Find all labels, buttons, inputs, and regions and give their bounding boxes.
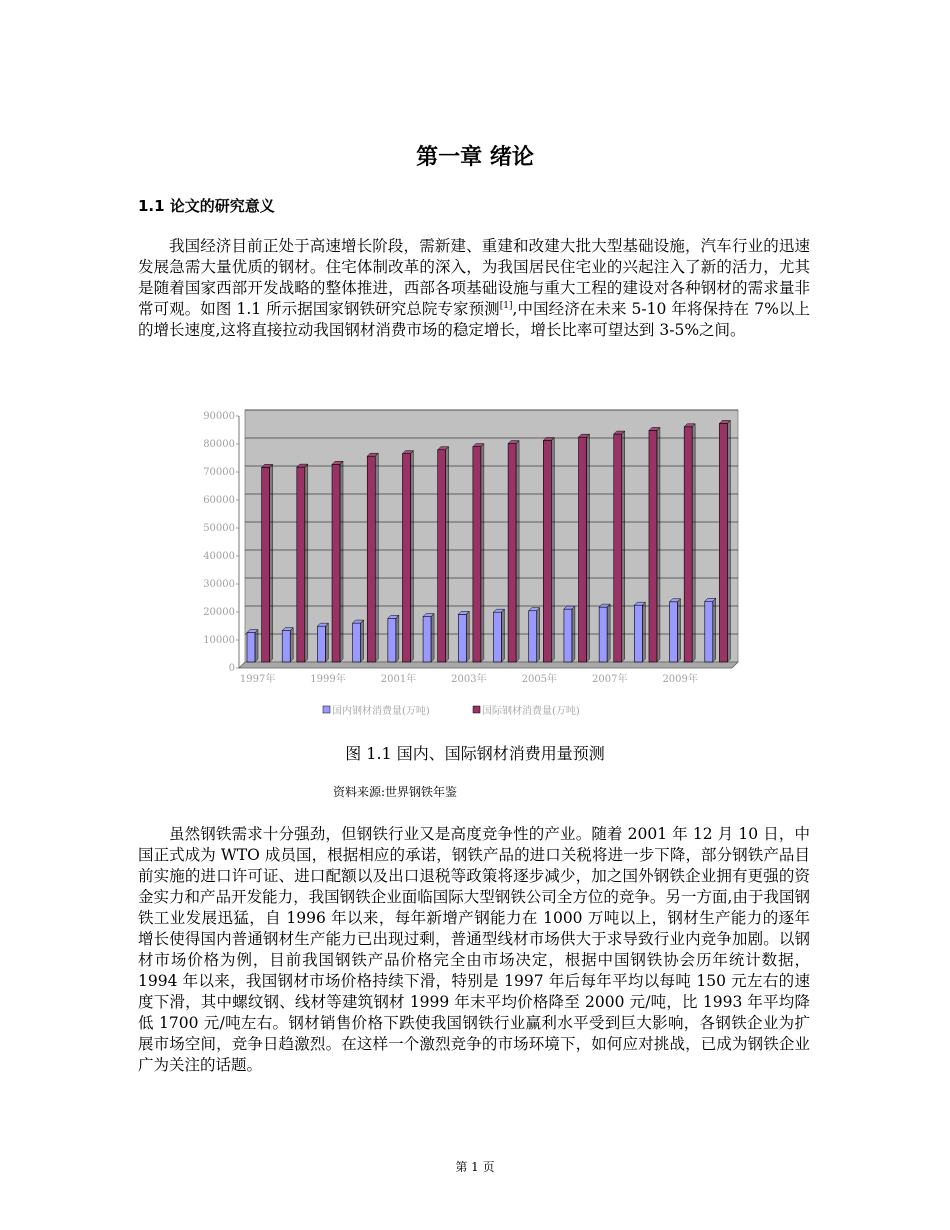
bar-domestic-side: [502, 609, 505, 662]
bar-domestic: [634, 605, 642, 662]
figure-source: 资料来源:世界钢铁年鉴: [333, 785, 458, 799]
plot-floor: [239, 662, 738, 668]
bar-domestic: [388, 618, 396, 662]
bar-domestic: [353, 623, 361, 662]
bar-international-side: [727, 420, 730, 662]
bar-international-side: [481, 444, 484, 662]
bar-international-side: [551, 438, 554, 662]
bar-international-side: [446, 447, 449, 662]
bar-international: [543, 441, 551, 662]
bar-domestic-side: [607, 604, 610, 662]
bar-international-side: [692, 424, 695, 662]
bar-international: [579, 437, 587, 662]
y-tick-label: 30000: [203, 579, 235, 590]
bar-international-side: [305, 464, 308, 662]
bar-international: [649, 430, 657, 662]
bar-international-side: [516, 441, 519, 662]
bar-domestic: [494, 612, 502, 662]
x-tick-label: 2003年: [451, 674, 487, 685]
bar-international: [332, 464, 340, 662]
section-title: 1.1 论文的研究意义: [138, 197, 275, 215]
bar-international-side: [587, 434, 590, 662]
y-tick-label: 80000: [203, 439, 235, 450]
bar-domestic-side: [713, 598, 716, 662]
chapter-title: 第一章 绪论: [416, 145, 534, 170]
bar-domestic-side: [290, 628, 293, 662]
bar-domestic-side: [466, 611, 469, 662]
legend-label: 国际钢材消费量(万吨): [482, 706, 580, 717]
bar-domestic-side: [678, 599, 681, 662]
y-tick-label: 90000: [203, 411, 235, 422]
bar-domestic-side: [361, 620, 364, 662]
bar-domestic-side: [396, 615, 399, 662]
bar-domestic: [282, 631, 290, 662]
bar-domestic-side: [431, 614, 434, 662]
y-tick-label: 70000: [203, 467, 235, 478]
citation-ref[interactable]: [1]: [499, 300, 513, 311]
bar-international: [473, 447, 481, 662]
y-tick-label: 0: [228, 663, 235, 674]
bar-international-side: [622, 431, 625, 662]
bar-domestic: [529, 611, 537, 662]
bar-international: [684, 427, 692, 662]
x-tick-label: 2001年: [380, 674, 417, 685]
y-tick-label: 40000: [203, 551, 235, 562]
y-tick-label: 50000: [203, 523, 235, 534]
bar-international: [614, 434, 622, 662]
bar-international: [719, 423, 727, 662]
bar-domestic: [705, 601, 713, 662]
x-tick-label: 2007年: [592, 674, 628, 685]
bar-international: [438, 450, 446, 662]
y-tick-label: 20000: [203, 607, 235, 618]
bar-international-side: [375, 453, 378, 662]
bar-domestic-side: [325, 623, 328, 662]
legend-swatch: [323, 706, 330, 713]
bar-international: [367, 456, 375, 662]
x-tick-label: 2009年: [662, 674, 698, 685]
bar-international-side: [410, 451, 413, 662]
bar-domestic: [247, 633, 255, 662]
bar-domestic-side: [572, 606, 575, 662]
bar-international: [297, 467, 305, 662]
plot-back-wall: [245, 410, 738, 662]
bar-domestic: [317, 626, 325, 662]
para1-text-continued: ,中国经济在未来 5-10 年将保持在 7%以上的增长速度,这将直接拉动我国钢材消费市场的稳定增长，增长比率可望达到 3-5%之间。: [138, 300, 810, 339]
bar-domestic: [458, 614, 466, 662]
legend-label: 国内钢材消费量(万吨): [332, 706, 430, 717]
bar-domestic: [599, 607, 607, 662]
steel-consumption-chart: [195, 400, 755, 730]
bar-international-side: [340, 461, 343, 662]
body-paragraph: 虽然钢铁需求十分强劲，但钢铁行业又是高度竞争性的产业。随着 2001 年 12 月 10 日，中国正式成为 WTO 成员国，根据相应的承诺，钢铁产品的进口关税将进一步下降，部分钢铁产品目前实施的进口许可证、进口配额以及出口退税等政策将逐步减少，加之国外钢铁企业拥有更强的资金实力和产品开发能力，我国钢铁企业面临国际大型钢铁公司全方位的竞争。另一方面,由于我国钢铁工业发展迅猛，自 1996 年以来，每年新增产钢能力在 1000 万吨以上，钢材生产能力的逐年增长使得国内普通钢材生产能力已出现过剩，普通型线材市场供大于求导致行业内竞争加剧。以钢材市场价格为例，目前我国钢铁产品价格完全由市场决定，根据中国钢铁协会历年统计数据，1994 年以来，我国钢材市场价格持续下滑，特别是 1997 年后每年平均以每吨 150 元左右的速度下滑，其中螺纹钢、线材等建筑钢材 1999 年末平均价格降至 2000 元/吨，比 1993 年平均降低 1700 元/吨左右。钢材销售价格下跌使我国钢铁行业赢利水平受到巨大影响，各钢铁企业为扩展市场空间，竞争日趋激烈。在这样一个激烈竞争的市场环境下，如何应对挑战，已成为钢铁企业广为关注的话题。: [138, 825, 810, 1074]
x-tick-label: 1997年: [239, 674, 276, 685]
y-tick-label: 10000: [203, 635, 235, 646]
bar-international: [262, 467, 270, 662]
bar-domestic: [564, 609, 572, 662]
bar-domestic-side: [255, 630, 258, 662]
para1-text: 我国经济目前正处于高速增长阶段，需新建、重建和改建大批大型基础设施，汽车行业的迅速发展急需大量优质的钢材。住宅体制改革的深入，为我国居民住宅业的兴起注入了新的活力，尤其是随着国家西部开发战略的整体推进，西部各项基础设施与重大工程的建设对各种钢材的需求量非常可观。如图 1.1 所示据国家钢铁研究总院专家预测: [138, 237, 810, 318]
figure-caption: 图 1.1 国内、国际钢材消费用量预测: [345, 744, 605, 763]
bar-international: [508, 444, 516, 662]
bar-international-side: [270, 464, 273, 662]
bar-domestic: [670, 602, 678, 662]
bar-international-side: [657, 427, 660, 662]
y-tick-label: 60000: [203, 495, 235, 506]
bar-domestic-side: [537, 608, 540, 662]
bar-international: [402, 454, 410, 662]
intro-paragraph: [138, 236, 810, 341]
legend-swatch: [473, 706, 480, 713]
bar-domestic: [423, 617, 431, 662]
x-tick-label: 1999年: [310, 674, 346, 685]
bar-domestic-side: [642, 602, 645, 662]
page-number: 第 1 页: [455, 1160, 495, 1174]
x-tick-label: 2005年: [521, 674, 558, 685]
